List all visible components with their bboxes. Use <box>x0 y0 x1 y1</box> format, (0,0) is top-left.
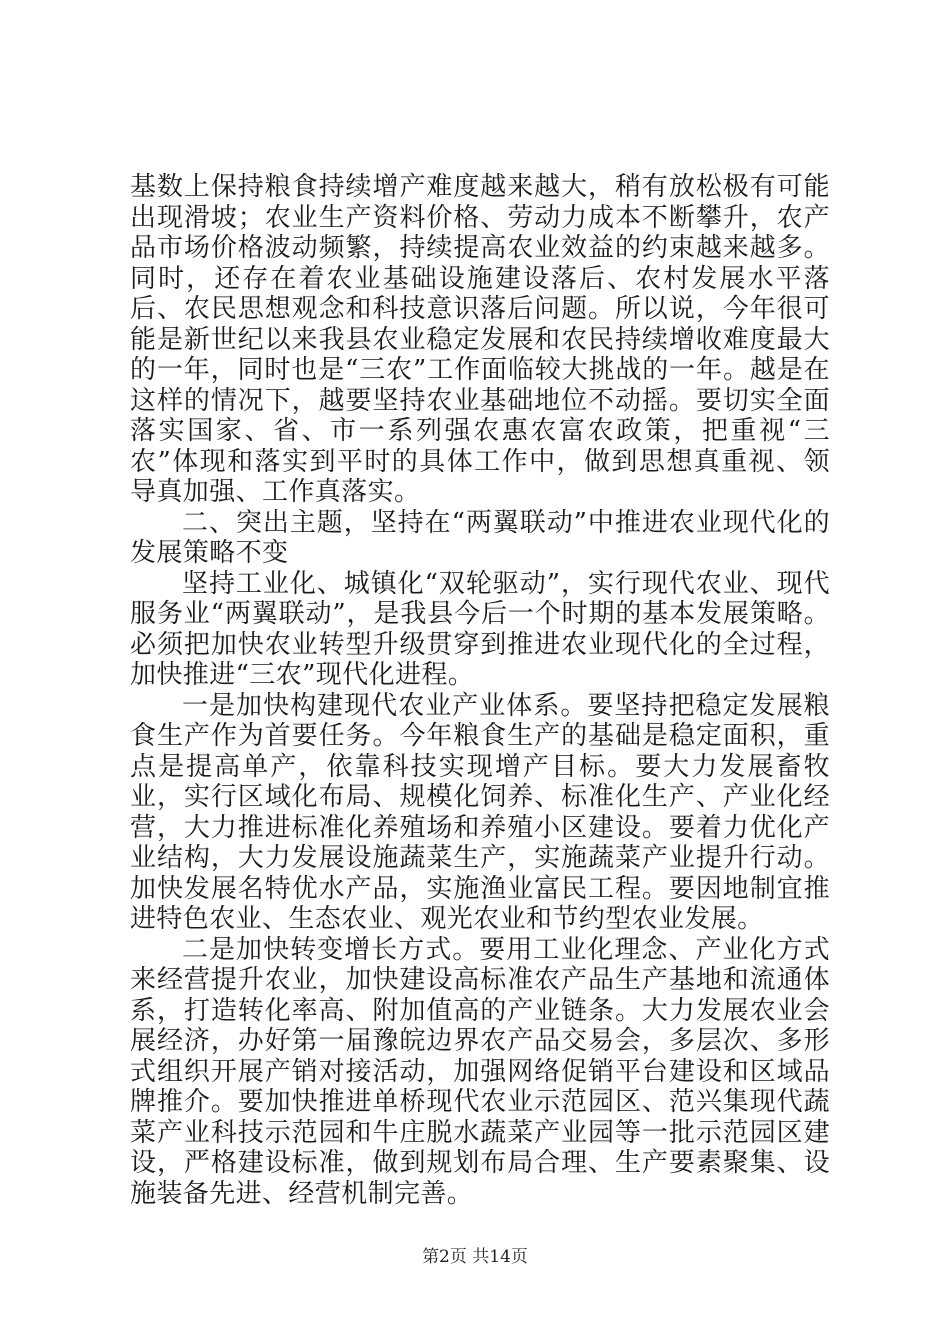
paragraph-5: 二是加快转变增长方式。要用工业化理念、产业化方式来经营提升农业，加快建设高标准农产品生产基地和流通体系，打造转化率高、附加值高的产业链条。大力发展农业会展经济，办好第一届豫皖边界农产品交易会，多层次、多形式组织开展产销对接活动，加强网络促销平台建设和区域品牌推介。要加快推进单桥现代农业示范园区、范兴集现代蔬菜产业科技示范园和牛庄脱水蔬菜产业园等一批示范园区建设，严格建设标准，做到规划布局合理、生产要素聚集、设施装备先进、经营机制完善。 <box>130 934 830 1209</box>
paragraph-1: 基数上保持粮食持续增产难度越来越大，稍有放松极有可能出现滑坡；农业生产资料价格、劳动力成本不断攀升，农产品市场价格波动频繁，持续提高农业效益的约束越来越多。同时，还存在着农业基础设施建设落后、农村发展水平落后、农民思想观念和科技意识落后问题。所以说，今年很可能是新世纪以来我县农业稳定发展和农民持续增收难度最大的一年，同时也是“三农”工作面临较大挑战的一年。越是在这样的情况下，越要坚持农业基础地位不动摇。要切实全面落实国家、省、市一系列强农惠农富农政策，把重视“三农”体现和落实到平时的具体工作中，做到思想真重视、领导真加强、工作真落实。 <box>130 172 830 507</box>
paragraph-3: 坚持工业化、城镇化“双轮驱动”，实行现代农业、现代服务业“两翼联动”，是我县今后一个时期的基本发展策略。必须把加快农业转型升级贯穿到推进农业现代化的全过程，加快推进“三农”现代化进程。 <box>130 568 830 690</box>
page-number-footer: 第2页 共14页 <box>422 1247 528 1267</box>
section-heading-2: 二、突出主题，坚持在“两翼联动”中推进农业现代化的发展策略不变 <box>130 507 830 568</box>
document-body <box>130 172 830 1209</box>
paragraph-4: 一是加快构建现代农业产业体系。要坚持把稳定发展粮食生产作为首要任务。今年粮食生产的基础是稳定面积，重点是提高单产，依靠科技实现增产目标。要大力发展畜牧业，实行区域化布局、规模化饲养、标准化生产、产业化经营，大力推进标准化养殖场和养殖小区建设。要着力优化产业结构，大力发展设施蔬菜生产，实施蔬菜产业提升行动。加快发展名特优水产品，实施渔业富民工程。要因地制宜推进特色农业、生态农业、观光农业和节约型农业发展。 <box>130 690 830 934</box>
